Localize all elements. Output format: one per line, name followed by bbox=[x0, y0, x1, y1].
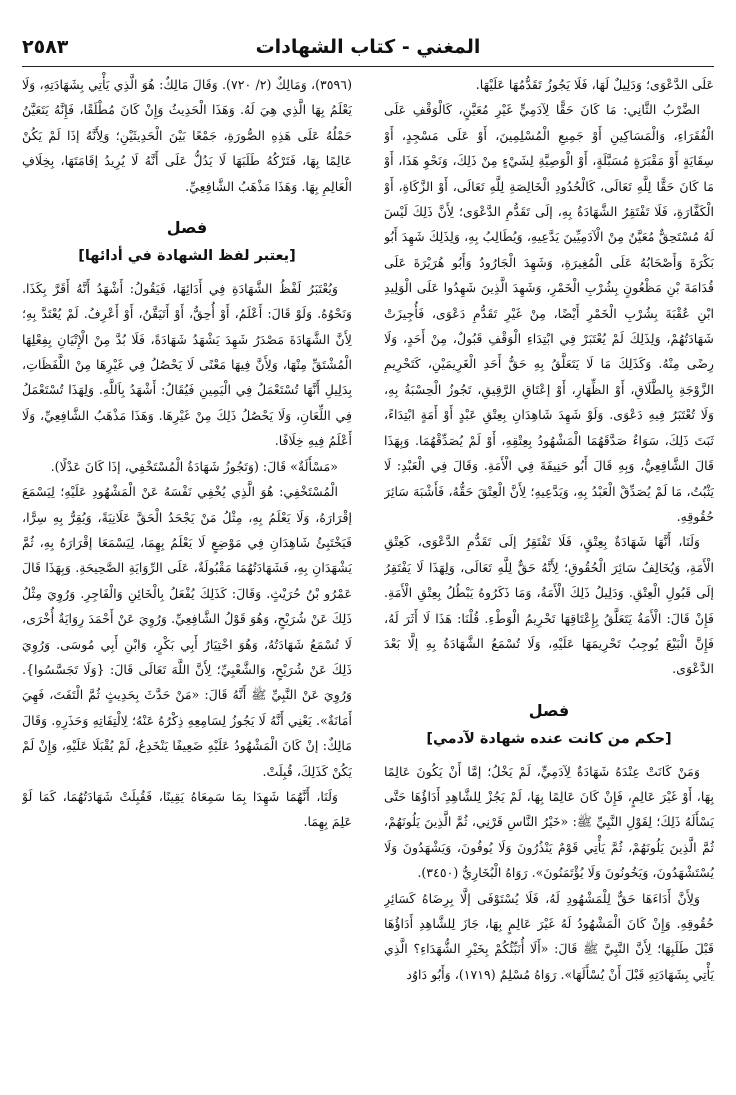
right-column bbox=[384, 72, 714, 1072]
paragraph: عَلَى الدَّعْوَى؛ وَدَلِيلٌ لَهَا، فَلَا يَجُوزُ تَقَدُّمُهَا عَلَيْهَا. bbox=[475, 77, 714, 92]
left-column bbox=[22, 72, 352, 1072]
running-title: المغني - كتاب الشهادات bbox=[255, 36, 481, 58]
paragraph: وَلَنَا، أَنَّهُمَا شَهِدَا بِمَا سَمِعَاهُ يَقِينًا، فَقُبِلَتْ شَهَادَتُهُمَا، كَمَا لَوْ عَلِمَ بِهِمَا. bbox=[22, 788, 352, 830]
paragraph: وَلِأَنَّ أَدَاءَهَا حَقٌّ لِلْمَشْهُودِ لَهُ، فَلَا يُسْتَوْفَى إلَّا بِرِضَاهُ كَسَائِرِ حُقُوقِهِ. وَإِنْ كَانَ الْمَشْهُودُ لَهُ غَيْرَ عَالِمٍ بِهَا، جَازَ لِلشَّاهِدِ أَدَاؤُهَا قَبْلَ طَلَبِهَا؛ لِأَنَّ النَّبِيَّ ﷺ قَالَ: «أَلَا أُنَبِّئُكُمْ بِخَيْرِ الشُّهَدَاءِ؟ الَّذِي يَأْتِي بِشَهَادَتِهِ قَبْلَ أَنْ يُسْأَلَهَا». رَوَاهُ مُسْلِمٌ (١٧١٩)، وَأَبُو دَاوُد bbox=[384, 890, 714, 982]
section-heading: فصل bbox=[528, 700, 570, 720]
header-rule bbox=[22, 66, 714, 67]
paragraph: وَيُعْتَبَرُ لَفْظُ الشَّهَادَةِ فِي أَدَائِهَا، فَيَقُولُ: أَشْهَدُ أَنَّهُ أَقَرَّ بِكَذَا. وَنَحْوُهُ. وَلَوْ قَالَ: أَعْلَمُ، أَوْ أُحِقُّ، أَوْ أَتَيَقَّنُ، أَوْ أَعْرِفُ. لَمْ يُعْتَدَّ بِهِ؛ لِأَنَّ الشَّهَادَةَ مَصْدَرُ شَهِدَ يَشْهَدُ شَهَادَةً، فَلَا بُدَّ مِنْ الْإِتْيَانِ بِفِعْلِهَا الْمُشْتَقِّ مِنْهَا، وَلِأَنَّ فِيهَا مَعْنًى لَا يَحْصُلُ فِي غَيْرِهَا مِنْ اللَّفَظَاتِ، بِدَلِيلِ أَنَّهَا تُسْتَعْمَلُ فِي الْيَمِينِ فَيُقَالُ: أَشْهَدُ بِاَللَّهِ. وَلِهَذَا تُسْتَعْمَلُ فِي اللِّعَانِ، وَلَا يَحْصُلُ ذَلِكَ مِنْ غَيْرِهَا. وَهَذَا مَذْهَبُ الشَّافِعِيِّ، وَلَا أَعْلَمُ فِيهِ خِلَافًا. bbox=[22, 280, 352, 449]
page-number: ٢٥٨٣ bbox=[22, 36, 69, 58]
paragraph: (٣٥٩٦)، وَمَالِكٌ (٢/ ٧٢٠). وَقَالَ مَالِكٌ: هُوَ الَّذِي يَأْتِي بِشَهَادَتِهِ، وَلَا يَعْلَمُ بِهَا الَّذِي هِيَ لَهُ. وَهَذَا الْحَدِيثُ وَإِنْ كَانَ مُطْلَقًا، فَإِنَّهُ يَتَعَيَّنُ حَمْلُهُ عَلَى هَذِهِ الصُّورَةِ، جَمْعًا بَيْنَ الْحَدِيثَيْنِ؛ وَلِأَنَّهُ إذَا لَمْ يَكُنْ عَالِمًا بِهَا، فَتَرْكُهُ طَلَبَهَا لَا يَدُلُّ عَلَى أَنَّهُ لَا يُرِيدُ إقَامَتَهَا، بِخِلَافِ الْعَالِمِ بِهَا. وَهَذَا مَذْهَبُ الشَّافِعِيِّ. bbox=[22, 77, 352, 194]
masala-heading: «مَسْأَلَةٌ» قَالَ: (وَتَجُوزُ شَهَادَةُ الْمُسْتَخْفِي، إذَا كَانَ عَدْلًا). bbox=[50, 458, 338, 474]
paragraph: الْمُسْتَخْفِي: هُوَ الَّذِي يُخْفِي نَفْسَهُ عَنْ الْمَشْهُودِ عَلَيْهِ؛ لِيَسْمَعَ إقْرَارَهُ، وَلَا يَعْلَمُ بِهِ، مِثْلُ مَنْ يَجْحَدُ الْحَقَّ عَلَانِيَةً، وَيُقِرُّ بِهِ سِرًّا، فَيَخْتَبِئُ شَاهِدَانِ فِي مَوْضِعٍ لَا يَعْلَمُ بِهِمَا، لِيَسْمَعَا إقْرَارَهُ بِهِ، ثُمَّ يَشْهَدَانِ بِهِ، فَشَهَادَتُهُمَا مَقْبُولَةٌ، عَلَى الرِّوَايَةِ الصَّحِيحَةِ. وَبِهَذَا قَالَ عَمْرُو بْنُ حُرَيْثٍ. وَقَالَ: كَذَلِكَ يُفْعَلُ بِالْخَائِنِ وَالْفَاجِرِ. وَرُوِيَ مِثْلُ ذَلِكَ عَنْ شُرَيْحٍ، وَهُوَ قَوْلُ الشَّافِعِيِّ. وَرُوِيَ عَنْ أَحْمَدَ رِوَايَةٌ أُخْرَى، لَا تُسْمَعُ شَهَادَتُهُ، وَهُوَ اخْتِيَارُ أَبِي بَكْرٍ، وَابْنِ أَبِي مُوسَى. وَرُوِيَ ذَلِكَ عَنْ شُرَيْحٍ، وَالشَّعْبِيِّ؛ لِأَنَّ اللَّهَ تَعَالَى قَالَ: {وَلَا تَجَسَّسُوا}. وَرُوِيَ عَنْ النَّبِيِّ ﷺ أَنَّهُ قَالَ: «مَنْ حَدَّثَ بِحَدِيثٍ ثُمَّ الْتَفَتَ، فَهِيَ أَمَانَةٌ». يَعْنِي أَنَّهُ لَا يَجُوزُ لِسَامِعِهِ ذِكْرُهُ عَنْهُ؛ لِالْتِفَاتِهِ وَحَذَرِهِ. وَقَالَ مَالِكٌ: إنْ كَانَ الْمَشْهُودُ عَلَيْهِ ضَعِيفًا يَنْخَدِعُ، لَمْ يُقْبَلَا عَلَيْهِ، وَإِنْ لَمْ يَكُنْ كَذَلِكَ، قُبِلَتْ. bbox=[22, 484, 352, 779]
paragraph: الضَّرْبُ الثَّانِي: مَا كَانَ حَقًّا لِآدَمِيٍّ غَيْرِ مُعَيَّنٍ، كَالْوَقْفِ عَلَى الْفُقَرَاءِ، وَالْمَسَاكِينِ أَوْ جَمِيعِ الْمُسْلِمِينَ، أَوْ عَلَى مَسْجِدٍ، أَوْ سِقَايَةٍ أَوْ مَقْبَرَةٍ مُسَبَّلَةٍ، أَوْ الْوَصِيَّةِ لِشَيْءٍ مِنْ ذَلِكَ، وَنَحْوِ هَذَا، أَوْ مَا كَانَ حَقًّا لِلَّهِ تَعَالَى، كَالْحُدُودِ الْخَالِصَةِ لِلَّهِ تَعَالَى، أَوْ الزَّكَاةِ، أَوْ الْكَفَّارَةِ، فَلَا تَفْتَقِرُ الشَّهَادَةُ بِهِ، إلَى تَقَدُّمِ الدَّعْوَى؛ لِأَنَّ ذَلِكَ لَيْسَ لَهُ مُسْتَحِقٌّ مُعَيَّنٌ مِنْ الْآدَمِيِّينَ يَدَّعِيهِ، وَيُطَالِبُ بِهِ، وَلِذَلِكَ شَهِدَ أَبُو بَكْرَةَ وَأَصْحَابُهُ عَلَى الْمُغِيرَةِ، وَشَهِدَ الْجَارُودُ وَأَبُو هُرَيْرَةَ عَلَى قُدَامَةَ بْنِ مَظْعُونٍ بِشُرْبِ الْخَمْرِ، وَشَهِدَ الَّذِينَ شَهِدُوا عَلَى الْوَلِيدِ ابْنِ عُقْبَةَ بِشُرْبِ الْخَمْرِ أَيْضًا، مِنْ غَيْرِ تَقَدُّمِ دَعْوَى، فَأُجِيزَتْ شَهَادَتُهُمْ، وَلِذَلِكَ لَمْ يُعْتَبَرْ فِي ابْتِدَاءِ الْوَقْفِ قَبُولٌ، مِنْ أَحَدٍ، وَلَا رِضًى مِنْهُ. وَكَذَلِكَ مَا لَا يَتَعَلَّقُ بِهِ حَقُّ أَحَدِ الْغَرِيمَيْنِ، كَتَحْرِيمِ الزَّوْجَةِ بِالطَّلَاقِ، أَوْ الظِّهَارِ، أَوْ إعْتَاقِ الرَّقِيقِ، تَجُوزُ الْحِسْبَةُ بِهِ، وَلَا تُعْتَبَرُ فِيهِ دَعْوَى. وَلَوْ شَهِدَ شَاهِدَانِ بِعِتْقِ عَبْدٍ أَوْ أَمَةٍ ابْتِدَاءً، ثَبَتَ ذَلِكَ، سَوَاءٌ صَدَّقَهُمَا الْمَشْهُودُ بِعِتْقِهِ، أَوْ لَمْ يُصَدِّقْهُمَا. وَبِهَذَا قَالَ الشَّافِعِيُّ، وَبِهِ قَالَ أَبُو حَنِيفَةَ فِي الْأَمَةِ. وَقَالَ فِي الْعَبْدِ: لَا يَثْبُتُ، مَا لَمْ يُصَدِّقْ الْعَبْدُ بِهِ، وَيَدَّعِيهِ؛ لِأَنَّ الْعِتْقَ حَقُّهُ، فَأَشْبَهَ سَائِرَ حُقُوقِهِ. bbox=[384, 102, 714, 524]
paragraph: وَلَنَا، أَنَّهَا شَهَادَةٌ بِعِتْقٍ، فَلَا تَفْتَقِرُ إلَى تَقَدُّمِ الدَّعْوَى، كَعِتْقِ الْأَمَةِ، وَيُخَالِفُ سَائِرَ الْحُقُوقِ؛ لِأَنَّهُ حَقٌّ لِلَّهِ تَعَالَى، وَلِهَذَا لَا يَفْتَقِرُ إلَى قَبُولِ الْعِتْقِ. وَدَلِيلُ ذَلِكَ الْأَمَةُ، وَمَا ذَكَرُوهُ يَبْطُلُ بِعِتْقِ الْأَمَةِ. فَإِنْ قَالَ: الْأَمَةُ يَتَعَلَّقُ بِإِعْتَاقِهَا تَحْرِيمُ الْوَطْءِ. قُلْنَا: هَذَا لَا أَثَرَ لَهُ، فَإِنَّ الْبَيْعَ يُوجِبُ تَحْرِيمَهَا عَلَيْهِ، وَلَا تُسْمَعُ الشَّهَادَةُ بِهِ إلَّا بَعْدَ الدَّعْوَى. bbox=[384, 534, 714, 677]
section-heading: فصل bbox=[166, 218, 208, 238]
section-subheading: [يعتبر لفظ الشهادة في أدائها] bbox=[78, 248, 296, 265]
page-header bbox=[22, 34, 714, 64]
paragraph: وَمَنْ كَانَتْ عِنْدَهُ شَهَادَةٌ لِآدَمِيٍّ، لَمْ يَخْلُ؛ إمَّا أَنْ يَكُونَ عَالِمًا بِهَا، أَوْ غَيْرَ عَالِمٍ، فَإِنْ كَانَ عَالِمًا بِهَا، لَمْ يَجُزْ لِلشَّاهِدِ أَدَاؤُهَا حَتَّى يَسْأَلَهُ ذَلِكَ؛ لِقَوْلِ النَّبِيِّ ﷺ: «خَيْرُ النَّاسِ قَرْنِي، ثُمَّ الَّذِينَ يَلُونَهُمْ، ثُمَّ الَّذِينَ يَلُونَهُمْ، ثُمَّ يَأْتِي قَوْمٌ يَنْذُرُونَ وَلَا يُوفُونَ، وَيَشْهَدُونَ وَلَا يُسْتَشْهَدُونَ، وَيَخُونُونَ وَلَا يُؤْتَمَنُونَ». رَوَاهُ الْبُخَارِيُّ (٣٤٥٠). bbox=[384, 763, 714, 881]
section-subheading: [حكم من كانت عنده شهادة لآدمي] bbox=[426, 731, 672, 748]
